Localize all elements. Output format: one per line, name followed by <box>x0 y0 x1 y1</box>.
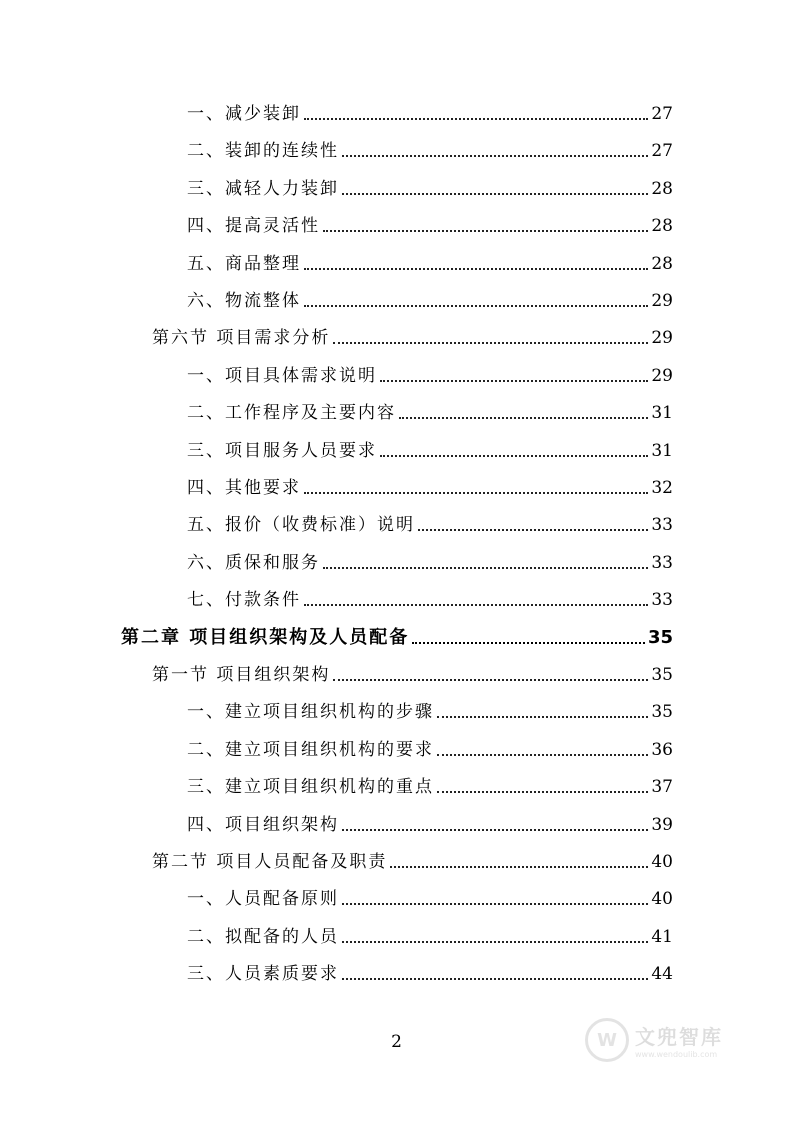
toc-entry-page: 35 <box>651 665 673 685</box>
toc-entry-section[interactable] <box>152 661 673 685</box>
toc-entry-page: 41 <box>651 926 673 947</box>
toc-entry-label: 五、报价（收费标准）说明 <box>187 515 415 536</box>
toc-entry-label: 一、减少装卸 <box>187 104 301 124</box>
toc-entry-label: 四、提高灵活性 <box>187 216 320 237</box>
toc-entry-section[interactable] <box>152 324 673 348</box>
toc-entry-label: 六、质保和服务 <box>187 552 320 573</box>
toc-entry-label: 一、建立项目组织机构的步骤 <box>187 702 434 723</box>
toc-entry-item[interactable] <box>187 960 673 984</box>
toc-entry-page: 28 <box>651 253 673 274</box>
toc-entry-label: 二、建立项目组织机构的要求 <box>187 739 434 760</box>
toc-entry-item[interactable] <box>187 175 673 199</box>
toc-entry-label: 六、物流整体 <box>187 291 301 311</box>
toc-dot-leader <box>304 603 648 606</box>
toc-entry-page: 29 <box>651 365 673 386</box>
toc-entry-page: 44 <box>651 964 673 985</box>
toc-dot-leader <box>342 828 648 831</box>
toc-entry-page: 40 <box>651 889 673 910</box>
toc-entry-item[interactable] <box>187 549 673 573</box>
toc-dot-leader <box>437 715 648 718</box>
watermark-url: www.wendoulib.com <box>635 1050 718 1059</box>
toc-dot-leader <box>412 641 645 644</box>
toc-entry-page: 28 <box>651 178 673 199</box>
toc-entry-page: 32 <box>651 478 673 498</box>
toc-entry-label: 第二章 项目组织架构及人员配备 <box>121 626 410 648</box>
toc-entry-item[interactable] <box>187 437 673 461</box>
watermark-logo-icon: W <box>585 1018 629 1062</box>
toc-entry-label: 二、拟配备的人员 <box>187 926 339 947</box>
toc-entry-chapter[interactable] <box>121 624 673 648</box>
toc-entry-page: 37 <box>651 777 673 798</box>
toc-entry-item[interactable] <box>187 511 673 535</box>
toc-entry-page: 39 <box>651 814 673 835</box>
toc-dot-leader <box>323 229 648 232</box>
toc-entry-label: 三、建立项目组织机构的重点 <box>187 777 434 798</box>
toc-entry-label: 三、人员素质要求 <box>187 964 339 985</box>
toc-entry-item[interactable] <box>187 474 673 498</box>
toc-dot-leader <box>323 566 648 569</box>
toc-dot-leader <box>437 790 648 793</box>
toc-entry-label: 三、项目服务人员要求 <box>187 440 377 461</box>
toc-entry-page: 28 <box>651 216 673 237</box>
toc-dot-leader <box>333 678 648 681</box>
toc-entry-page: 31 <box>651 403 673 424</box>
toc-entry-label: 四、其他要求 <box>187 478 301 498</box>
toc-dot-leader <box>390 865 648 868</box>
toc-entry-item[interactable] <box>187 362 673 386</box>
toc-dot-leader <box>418 528 648 531</box>
toc-dot-leader <box>304 491 648 494</box>
toc-dot-leader <box>399 416 648 419</box>
toc-dot-leader <box>380 454 648 457</box>
toc-entry-page: 27 <box>651 141 673 162</box>
toc-entry-item[interactable] <box>187 586 673 610</box>
toc-entry-label: 二、工作程序及主要内容 <box>187 403 396 424</box>
toc-entry-label: 二、装卸的连续性 <box>187 141 339 162</box>
toc-entry-section[interactable] <box>152 848 673 872</box>
toc-entry-page: 31 <box>651 440 673 461</box>
toc-entry-page: 35 <box>651 702 673 723</box>
toc-entry-label: 第一节 项目组织架构 <box>152 665 331 685</box>
toc-dot-leader <box>380 379 648 382</box>
toc-entry-page: 29 <box>651 291 673 311</box>
toc-entry-item[interactable] <box>187 885 673 909</box>
toc-entry-label: 第六节 项目需求分析 <box>152 328 331 349</box>
toc-entry-page: 33 <box>651 552 673 573</box>
toc-entry-item[interactable] <box>187 250 673 274</box>
toc-dot-leader <box>333 341 648 344</box>
toc-dot-leader <box>304 304 648 307</box>
toc-entry-item[interactable] <box>187 736 673 760</box>
toc-entry-page: 33 <box>651 515 673 536</box>
toc-entry-item[interactable] <box>187 287 673 311</box>
toc-entry-label: 第二节 项目人员配备及职责 <box>152 852 388 872</box>
toc-entry-page: 29 <box>651 328 673 349</box>
toc-dot-leader <box>304 267 648 270</box>
toc-dot-leader <box>342 902 648 905</box>
toc-entry-item[interactable] <box>187 212 673 236</box>
toc-dot-leader <box>342 192 648 195</box>
toc-entry-item[interactable] <box>187 811 673 835</box>
toc-dot-leader <box>304 117 648 120</box>
toc-entry-label: 三、减轻人力装卸 <box>187 178 339 199</box>
toc-entry-label: 四、项目组织架构 <box>187 814 339 835</box>
toc-entry-item[interactable] <box>187 399 673 423</box>
watermark-name: 文兜智库 <box>635 1025 723 1049</box>
toc-dot-leader <box>342 940 648 943</box>
toc-entry-item[interactable] <box>187 698 673 722</box>
toc-entry-page: 27 <box>651 104 673 124</box>
toc-entry-label: 一、人员配备原则 <box>187 889 339 910</box>
toc-entry-page: 33 <box>651 590 673 611</box>
toc-dot-leader <box>342 977 648 980</box>
toc-entry-page: 40 <box>651 852 673 872</box>
toc-dot-leader <box>437 753 648 756</box>
toc-dot-leader <box>342 154 648 157</box>
toc-entry-label: 一、项目具体需求说明 <box>187 365 377 386</box>
toc-entry-item[interactable] <box>187 923 673 947</box>
toc-entry-item[interactable] <box>187 773 673 797</box>
page-number: 2 <box>391 1032 402 1052</box>
watermark <box>585 1018 723 1062</box>
toc-entry-item[interactable] <box>187 100 673 124</box>
toc-entry-page: 35 <box>647 626 673 648</box>
toc-entry-page: 36 <box>651 739 673 760</box>
toc-entry-label: 五、商品整理 <box>187 253 301 274</box>
toc-entry-label: 七、付款条件 <box>187 590 301 611</box>
toc-entry-item[interactable] <box>187 137 673 161</box>
